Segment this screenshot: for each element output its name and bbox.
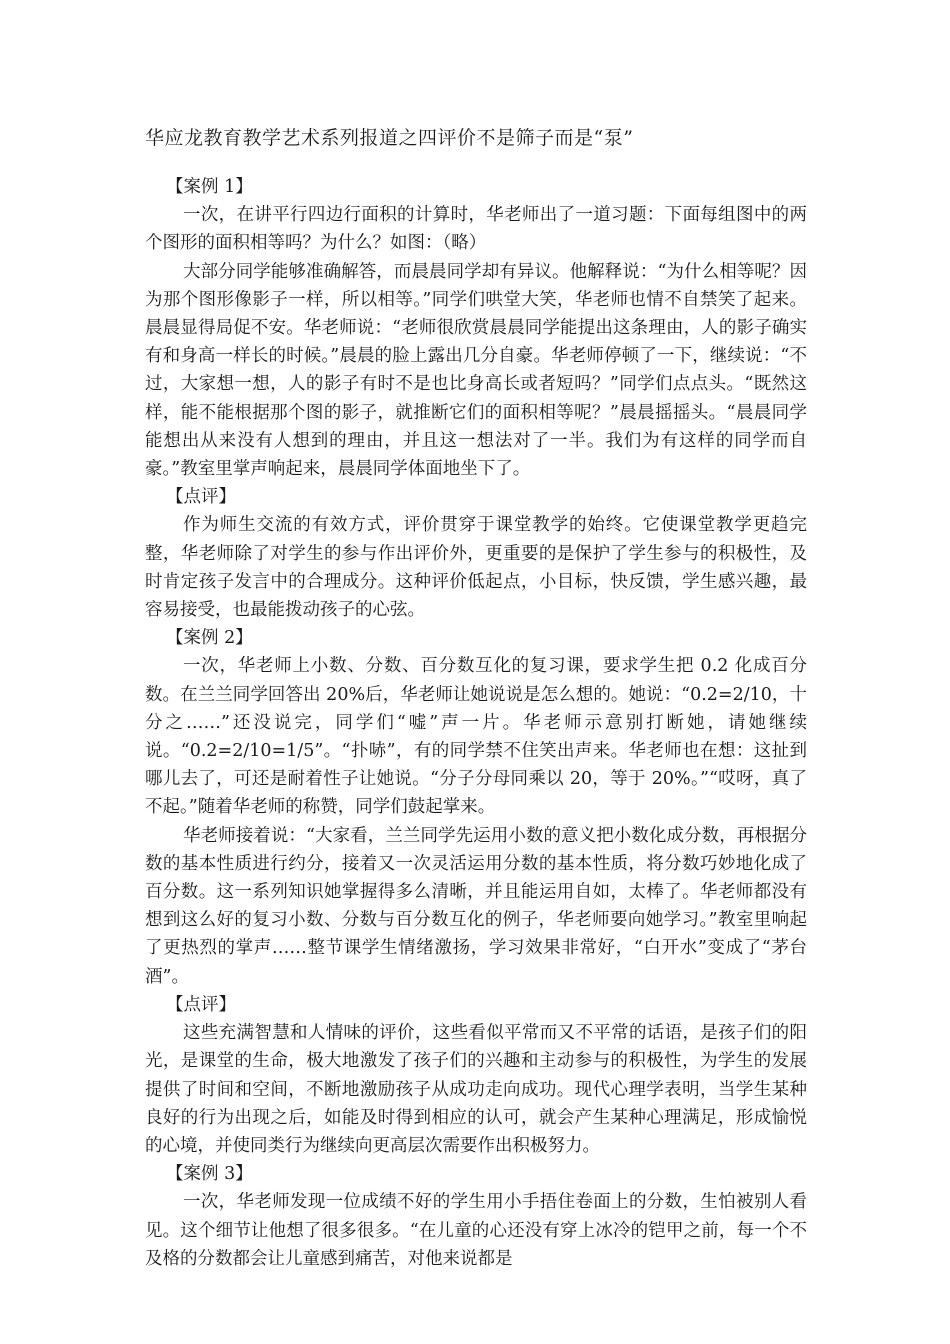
case-1-paragraph-1: 一次，在讲平行四边行面积的计算时，华老师出了一道习题：下面每组图中的两个图形的面积相等吗？为什么？如图：（略） bbox=[145, 205, 807, 254]
document-page bbox=[145, 123, 807, 1273]
case-1-heading: 【案例 1】 bbox=[166, 177, 253, 197]
comment-1-paragraph: 作为师生交流的有效方式，评价贯穿于课堂教学的始终。它使课堂教学更趋完整，华老师除了对学生的参与作出评价外，更重要的是保护了学生参与的积极性，及时肯定孩子发言中的合理成分。这种评价低起点，小目标，快反馈，学生感兴趣，最容易接受，也最能拨动孩子的心弦。 bbox=[145, 515, 807, 621]
comment-2-paragraph: 这些充满智慧和人情味的评价，这些看似平常而又不平常的话语，是孩子们的阳光，是课堂的生命，极大地激发了孩子们的兴趣和主动参与的积极性，为学生的发展提供了时间和空间，不断地激励孩子从成功走向成功。现代心理学表明，当学生某种良好的行为出现之后，如能及时得到相应的认可，就会产生某种心理满足，形成愉悦的心境，并使同类行为继续向更高层次需要作出积极努力。 bbox=[145, 1023, 807, 1156]
case-3-heading: 【案例 3】 bbox=[166, 1164, 253, 1185]
case-3-paragraph-1: 一次，华老师发现一位成绩不好的学生用小手捂住卷面上的分数，生怕被别人看见。这个细节让他想了很多很多。“在儿童的心还没有穿上冰冷的铠甲之前，每一个不及格的分数都会让儿童感到痛苦，对他来说都是 bbox=[145, 1192, 807, 1269]
case-2-paragraph-2: 华老师接着说：“大家看，兰兰同学先运用小数的意义把小数化成分数，再根据分数的基本性质进行约分，接着又一次灵活运用分数的基本性质，将分数巧妙地化成了百分数。这一系列知识她掌握得多么清晰，并且能运用自如，太棒了。华老师都没有想到这么好的复习小数、分数与百分数互化的例子，华老师要向她学习。”教室里响起了更热烈的掌声……整节课学生情绪激扬，学习效果非常好，“白开水”变成了“茅台酒”。 bbox=[145, 825, 807, 987]
document-body bbox=[145, 173, 807, 1273]
comment-1-heading: 【点评】 bbox=[166, 487, 236, 508]
case-2-heading: 【案例 2】 bbox=[166, 628, 253, 649]
case-2-paragraph-1: 一次，华老师上小数、分数、百分数互化的复习课，要求学生把 0.2 化成百分数。在兰兰同学回答出 20%后，华老师让她说说是怎么想的。她说：“0.2=2/10，十分之……”还没说完，同学们“嘘”声一片。华老师示意别打断她，请她继续说。“0.2=2/10=1/5”。“扑哧”，有的同学禁不住笑出声来。华老师也在想：这扯到哪儿去了，可还是耐着性子让她说。“分子分母同乘以 20，等于 20%。”“哎呀，真了不起。”随着华老师的称赞，同学们鼓起掌来。 bbox=[145, 656, 807, 818]
comment-2-heading: 【点评】 bbox=[166, 994, 236, 1015]
document-title: 华应龙教育教学艺术系列报道之四评价不是筛子而是“泵” bbox=[145, 127, 634, 149]
case-1-paragraph-2: 大部分同学能够准确解答，而晨晨同学却有异议。他解释说：“为什么相等呢？因为那个图形像影子一样，所以相等。”同学们哄堂大笑，华老师也情不自禁笑了起来。晨晨显得局促不安。华老师说：“老师很欣赏晨晨同学能提出这条理由，人的影子确实有和身高一样长的时候。”晨晨的脸上露出几分自豪。华老师停顿了一下，继续说：“不过，大家想一想，人的影子有时不是也比身高长或者短吗？”同学们点点头。“既然这样，能不能根据那个图的影子，就推断它们的面积相等呢？”晨晨摇摇头。“晨晨同学能想出从来没有人想到的理由，并且这一想法对了一半。我们为有这样的同学而自豪。”教室里掌声响起来，晨晨同学体面地坐下了。 bbox=[145, 261, 807, 480]
